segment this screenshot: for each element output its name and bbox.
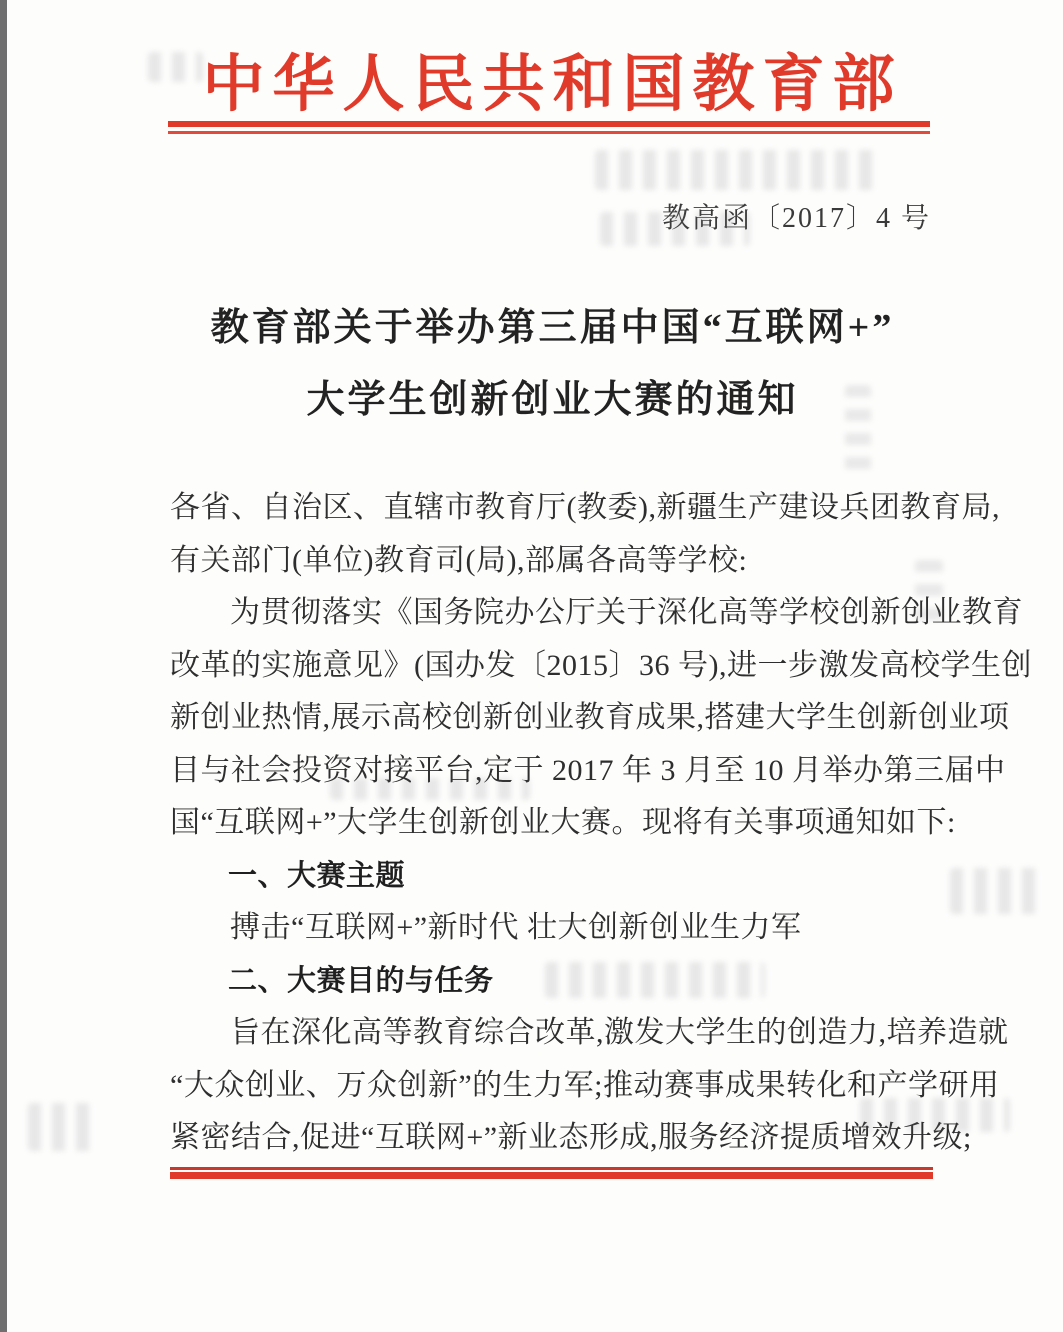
document-content bbox=[170, 0, 1032, 1332]
body-line: 紧密结合,促进“互联网+”新业态形成,服务经济提质增效升级; bbox=[170, 1121, 972, 1154]
section-heading: 二、大赛目的与任务 bbox=[228, 964, 494, 997]
document-title-line2: 大学生创新创业大赛的通知 bbox=[306, 379, 799, 421]
body-line: 新创业热情,展示高校创新创业教育成果,搭建大学生创新创业项 bbox=[170, 701, 1010, 734]
body-line: 改革的实施意见》(国办发〔2015〕36 号),进一步激发高校学生创 bbox=[170, 648, 1032, 682]
scanner-edge-strip bbox=[0, 0, 7, 1332]
body-line: 为贯彻落实《国务院办公厅关于深化高等学校创新创业教育 bbox=[230, 596, 1023, 629]
body-line: “大众创业、万众创新”的生力军;推动赛事成果转化和产学研用 bbox=[170, 1068, 1000, 1102]
body-line: 各省、自治区、直辖市教育厅(教委),新疆生产建设兵团教育局, bbox=[170, 491, 1000, 524]
body-line: 旨在深化高等教育综合改革,激发大学生的创造力,培养造就 bbox=[230, 1016, 1009, 1049]
rule-bar bbox=[168, 131, 930, 134]
body-line: 有关部门(单位)教育司(局),部属各高等学校: bbox=[170, 543, 748, 577]
body-line: 国“互联网+”大学生创新创业大赛。现将有关事项通知如下: bbox=[170, 806, 956, 839]
section-heading: 一、大赛主题 bbox=[228, 859, 406, 892]
rule-bar bbox=[170, 1172, 933, 1179]
footer-double-rule bbox=[170, 1167, 933, 1179]
ink-bleed-smudge bbox=[950, 868, 1045, 914]
letterhead-agency-name: 中华人民共和国教育部 bbox=[202, 51, 903, 119]
body-line: 目与社会投资对接平台,定于 2017 年 3 月至 10 月举办第三届中 bbox=[170, 753, 1006, 787]
body-line: 搏击“互联网+”新时代 壮大创新创业生力军 bbox=[230, 911, 802, 944]
document-number: 教高函〔2017〕4 号 bbox=[661, 203, 931, 234]
ink-bleed-smudge bbox=[28, 1103, 98, 1151]
letterhead-double-rule bbox=[168, 121, 930, 134]
document-title-line1: 教育部关于举办第三届中国“互联网+” bbox=[210, 307, 895, 349]
document-body bbox=[170, 482, 1032, 1165]
